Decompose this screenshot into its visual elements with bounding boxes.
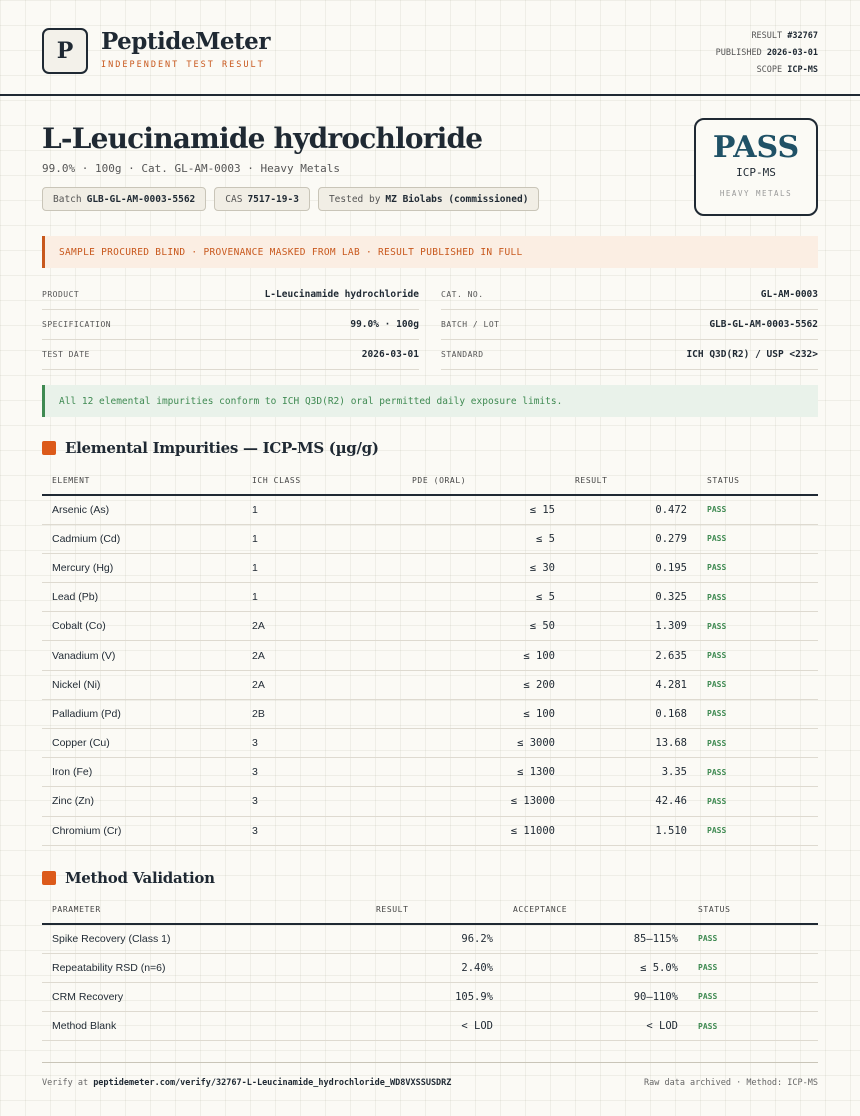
class-cell: 1 xyxy=(242,524,402,553)
pde-cell: ≤ 13000 xyxy=(402,787,565,816)
table-row xyxy=(42,924,818,953)
result-cell: 0.195 xyxy=(565,553,697,582)
col-result: RESULT xyxy=(565,467,697,495)
validation-title: Method Validation xyxy=(65,869,215,887)
report-meta xyxy=(716,28,818,79)
table-row xyxy=(42,1012,818,1041)
col-class: ICH CLASS xyxy=(242,467,402,495)
pde-cell: ≤ 1300 xyxy=(402,758,565,787)
status-badge: PASS xyxy=(697,553,818,582)
result-cell: 0.325 xyxy=(565,583,697,612)
status-badge: PASS xyxy=(697,670,818,699)
impurities-heading xyxy=(42,439,379,457)
product-subtitle: 99.0% · 100g · Cat. GL-AM-0003 · Heavy Metals xyxy=(42,162,341,175)
verify-link[interactable]: peptidemeter.com/verify/32767-L-Leucinamide_hydrochloride_WD8VXSSUSDRZ xyxy=(93,1077,452,1088)
product-title: L-Leucinamide hydrochloride xyxy=(42,122,483,155)
class-cell: 1 xyxy=(242,553,402,582)
status-badge: PASS xyxy=(697,641,818,670)
verdict-word: PASS xyxy=(712,130,800,165)
class-cell: 3 xyxy=(242,787,402,816)
class-cell: 3 xyxy=(242,816,402,845)
table-row xyxy=(42,641,818,670)
pde-cell: ≤ 100 xyxy=(402,699,565,728)
pde-cell: ≤ 3000 xyxy=(402,729,565,758)
status-badge: PASS xyxy=(697,729,818,758)
section-marker-icon xyxy=(42,871,56,885)
status-badge: PASS xyxy=(697,787,818,816)
status-badge: PASS xyxy=(697,816,818,845)
acceptance-cell: < LOD xyxy=(503,1012,688,1041)
status-badge: PASS xyxy=(697,758,818,787)
status-badge: PASS xyxy=(697,524,818,553)
result-cell: 0.472 xyxy=(565,495,697,524)
result-cell: 0.279 xyxy=(565,524,697,553)
table-row xyxy=(42,816,818,845)
pde-cell: ≤ 15 xyxy=(402,495,565,524)
col-acceptance: ACCEPTANCE xyxy=(503,896,688,924)
report-header xyxy=(0,0,860,96)
table-row xyxy=(42,953,818,982)
verdict-stamp xyxy=(694,118,818,216)
pde-cell: ≤ 5 xyxy=(402,524,565,553)
validation-table xyxy=(42,896,818,1041)
result-cell: 4.281 xyxy=(565,670,697,699)
meta-scope: SCOPE ICP-MS xyxy=(756,65,818,75)
pde-cell: ≤ 5 xyxy=(402,583,565,612)
status-badge: PASS xyxy=(697,583,818,612)
col-parameter: PARAMETER xyxy=(42,896,366,924)
brand-name: PeptideMeter xyxy=(101,28,270,55)
table-row xyxy=(42,612,818,641)
status-badge: PASS xyxy=(697,495,818,524)
class-cell: 3 xyxy=(242,729,402,758)
col-pde: PDE (ORAL) xyxy=(402,467,565,495)
table-row xyxy=(42,787,818,816)
col-val-result: RESULT xyxy=(366,896,503,924)
impurities-body xyxy=(42,495,818,845)
info-standard: STANDARD ICH Q3D(R2) / USP <232> xyxy=(441,340,818,370)
result-cell: 3.35 xyxy=(565,758,697,787)
status-badge: PASS xyxy=(688,924,818,953)
element-cell: Copper (Cu) xyxy=(42,729,242,758)
element-cell: Mercury (Hg) xyxy=(42,553,242,582)
validation-body xyxy=(42,924,818,1041)
result-cell: 1.510 xyxy=(565,816,697,845)
element-cell: Palladium (Pd) xyxy=(42,699,242,728)
table-row xyxy=(42,982,818,1011)
element-cell: Lead (Pb) xyxy=(42,583,242,612)
info-row xyxy=(42,310,818,340)
impurities-table xyxy=(42,467,818,846)
tested-by-chip: Tested by MZ Biolabs (commissioned) xyxy=(318,187,539,211)
info-batch: BATCH / LOT GLB-GL-AM-0003-5562 xyxy=(441,310,818,340)
table-row xyxy=(42,553,818,582)
chip-row xyxy=(42,187,539,211)
cas-chip: CAS 7517-19-3 xyxy=(214,187,310,211)
conformance-banner: All 12 elemental impurities conform to ICH Q3D(R2) oral permitted daily exposure limits. xyxy=(42,385,818,417)
col-status: STATUS xyxy=(697,467,818,495)
brand-tagline: INDEPENDENT TEST RESULT xyxy=(101,60,265,70)
pde-cell: ≤ 30 xyxy=(402,553,565,582)
impurities-title: Elemental Impurities — ICP-MS (µg/g) xyxy=(65,439,379,457)
parameter-cell: Spike Recovery (Class 1) xyxy=(42,924,366,953)
footer-archive-note: Raw data archived · Method: ICP-MS xyxy=(644,1077,818,1088)
table-row xyxy=(42,495,818,524)
meta-result: RESULT #32767 xyxy=(751,31,818,41)
class-cell: 3 xyxy=(242,758,402,787)
parameter-cell: Method Blank xyxy=(42,1012,366,1041)
pde-cell: ≤ 200 xyxy=(402,670,565,699)
table-header-row xyxy=(42,896,818,924)
report-footer xyxy=(42,1062,818,1102)
class-cell: 2B xyxy=(242,699,402,728)
result-cell: < LOD xyxy=(366,1012,503,1041)
table-header-row xyxy=(42,467,818,495)
brand-logo xyxy=(42,28,88,74)
info-product: PRODUCT L-Leucinamide hydrochloride xyxy=(42,280,419,310)
result-cell: 42.46 xyxy=(565,787,697,816)
table-row xyxy=(42,583,818,612)
table-row xyxy=(42,699,818,728)
verify-line: Verify at peptidemeter.com/verify/32767-L-Leucinamide_hydrochloride_WD8VXSSUSDRZ xyxy=(42,1077,452,1088)
result-cell: 96.2% xyxy=(366,924,503,953)
parameter-cell: Repeatability RSD (n=6) xyxy=(42,953,366,982)
class-cell: 1 xyxy=(242,583,402,612)
table-row xyxy=(42,758,818,787)
info-spec: SPECIFICATION 99.0% · 100g xyxy=(42,310,419,340)
class-cell: 2A xyxy=(242,670,402,699)
col-element: ELEMENT xyxy=(42,467,242,495)
section-marker-icon xyxy=(42,441,56,455)
pde-cell: ≤ 11000 xyxy=(402,816,565,845)
class-cell: 2A xyxy=(242,641,402,670)
verdict-method: ICP-MS xyxy=(736,166,776,179)
element-cell: Zinc (Zn) xyxy=(42,787,242,816)
element-cell: Vanadium (V) xyxy=(42,641,242,670)
status-badge: PASS xyxy=(688,982,818,1011)
result-cell: 13.68 xyxy=(565,729,697,758)
status-badge: PASS xyxy=(688,953,818,982)
class-cell: 2A xyxy=(242,612,402,641)
status-badge: PASS xyxy=(697,699,818,728)
info-grid xyxy=(42,280,818,370)
result-cell: 1.309 xyxy=(565,612,697,641)
result-cell: 2.635 xyxy=(565,641,697,670)
status-badge: PASS xyxy=(697,612,818,641)
info-row xyxy=(42,280,818,310)
meta-published: PUBLISHED 2026-03-01 xyxy=(715,48,818,58)
info-catno: CAT. NO. GL-AM-0003 xyxy=(441,280,818,310)
table-row xyxy=(42,670,818,699)
table-row xyxy=(42,524,818,553)
col-val-status: STATUS xyxy=(688,896,818,924)
element-cell: Cadmium (Cd) xyxy=(42,524,242,553)
logo-letter: P xyxy=(56,38,74,64)
element-cell: Cobalt (Co) xyxy=(42,612,242,641)
info-date: TEST DATE 2026-03-01 xyxy=(42,340,419,370)
pde-cell: ≤ 50 xyxy=(402,612,565,641)
element-cell: Arsenic (As) xyxy=(42,495,242,524)
element-cell: Nickel (Ni) xyxy=(42,670,242,699)
acceptance-cell: 85–115% xyxy=(503,924,688,953)
parameter-cell: CRM Recovery xyxy=(42,982,366,1011)
status-badge: PASS xyxy=(688,1012,818,1041)
validation-heading xyxy=(42,869,215,887)
class-cell: 1 xyxy=(242,495,402,524)
info-row xyxy=(42,340,818,370)
acceptance-cell: 90–110% xyxy=(503,982,688,1011)
element-cell: Iron (Fe) xyxy=(42,758,242,787)
acceptance-cell: ≤ 5.0% xyxy=(503,953,688,982)
table-row xyxy=(42,729,818,758)
result-cell: 2.40% xyxy=(366,953,503,982)
result-cell: 0.168 xyxy=(565,699,697,728)
provenance-banner: SAMPLE PROCURED BLIND · PROVENANCE MASKED FROM LAB · RESULT PUBLISHED IN FULL xyxy=(42,236,818,268)
pde-cell: ≤ 100 xyxy=(402,641,565,670)
result-cell: 105.9% xyxy=(366,982,503,1011)
batch-chip: Batch GLB-GL-AM-0003-5562 xyxy=(42,187,206,211)
verdict-scope: HEAVY METALS xyxy=(719,189,793,198)
element-cell: Chromium (Cr) xyxy=(42,816,242,845)
